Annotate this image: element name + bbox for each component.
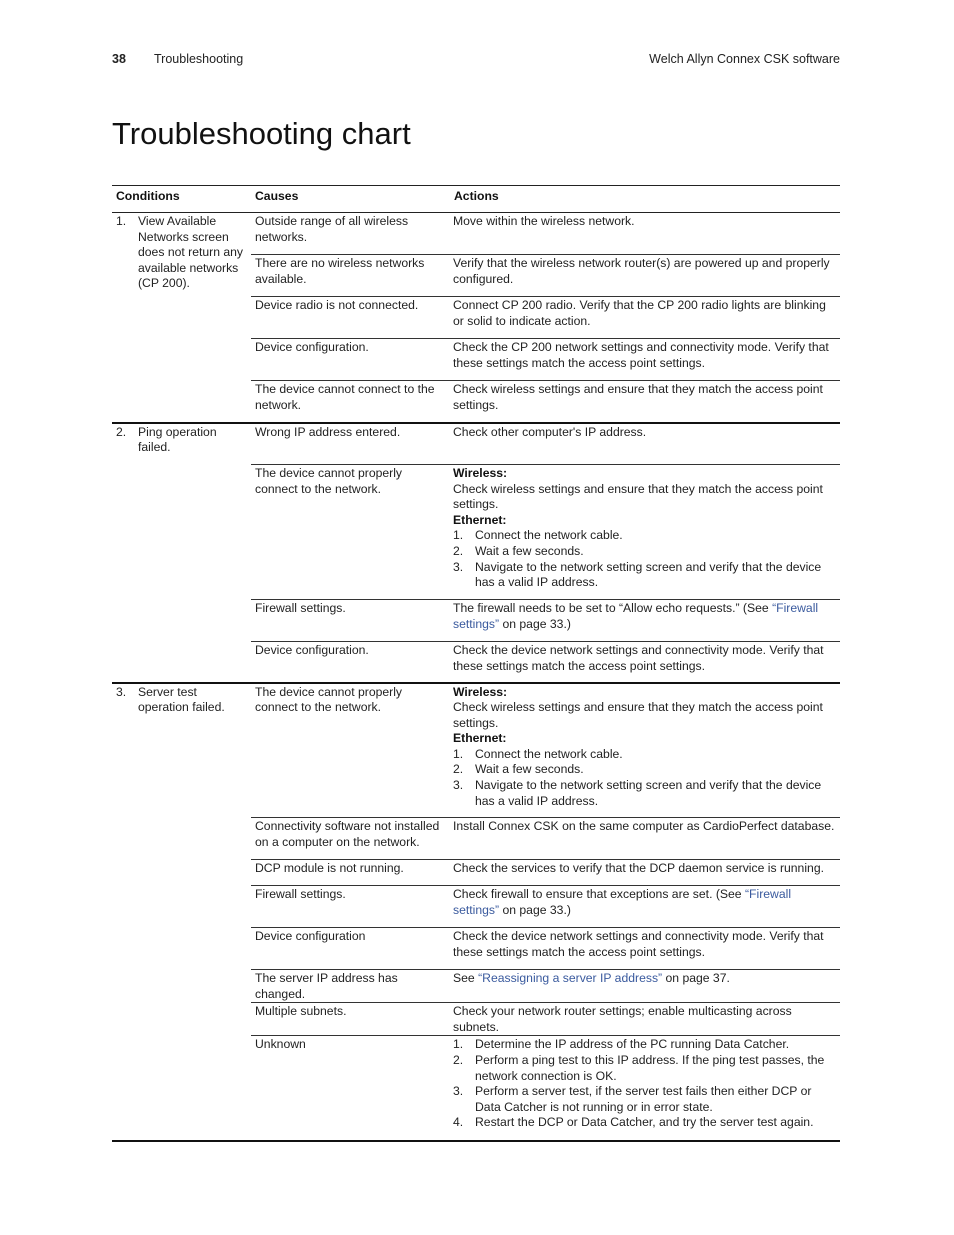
cause-cell: Multiple subnets.	[251, 1003, 449, 1036]
condition-cell	[112, 423, 251, 683]
table-row	[112, 213, 840, 255]
cause-cell: Unknown	[251, 1036, 449, 1141]
running-header	[112, 52, 840, 70]
condition-text: View Available Networks screen does not return any available networks (CP 200).	[138, 214, 244, 291]
action-cell: Verify that the wireless network router(s) are powered up and properly configured.	[449, 255, 840, 297]
page-number: 38	[112, 52, 126, 66]
column-header-causes: Causes	[251, 186, 449, 213]
ethernet-steps	[453, 528, 836, 590]
action-cell: Install Connex CSK on the same computer as CardioPerfect database.	[449, 818, 840, 860]
list-item: 2. Wait a few seconds.	[453, 762, 584, 777]
action-cell: The firewall needs to be set to “Allow echo requests.” (See “Firewall settings” on page 33.)	[449, 600, 840, 642]
action-cell: Check firewall to ensure that exceptions are set. (See “Firewall settings” on page 33.)	[449, 886, 840, 928]
action-cell	[449, 1036, 840, 1141]
cause-cell: DCP module is not running.	[251, 860, 449, 886]
cause-cell: Device configuration	[251, 928, 449, 970]
condition-text: Server test operation failed.	[138, 684, 225, 715]
condition-number: 3.	[116, 684, 127, 699]
reassigning-server-ip-link[interactable]: “Reassigning a server IP address”	[478, 971, 663, 985]
table-row	[112, 423, 840, 465]
list-item: 2. Perform a ping test to this IP address. If the ping test passes, the network connection is OK.	[453, 1052, 825, 1083]
action-cell: Move within the wireless network.	[453, 214, 635, 228]
list-item: 3. Navigate to the network setting screen and verify that the device has a valid IP address.	[453, 559, 822, 590]
troubleshooting-table	[112, 185, 840, 1142]
action-cell: See “Reassigning a server IP address” on page 37.	[449, 970, 840, 1003]
ethernet-heading: Ethernet:	[453, 731, 507, 746]
table-header	[112, 186, 840, 213]
product-name: Welch Allyn Connex CSK software	[649, 52, 840, 66]
cause-cell: The device cannot connect to the network.	[251, 381, 449, 423]
section-name: Troubleshooting	[154, 52, 244, 66]
condition-number: 1.	[116, 214, 127, 228]
action-cell: Check the services to verify that the DCP daemon service is running.	[449, 860, 840, 886]
cause-cell: Connectivity software not installed on a computer on the network.	[251, 818, 449, 860]
ethernet-steps	[453, 747, 836, 809]
list-item: 3. Navigate to the network setting screen and verify that the device has a valid IP address.	[453, 778, 822, 808]
condition-group-2	[112, 423, 840, 683]
action-cell: Check your network router settings; enable multicasting across subnets.	[449, 1003, 840, 1036]
list-item: 2. Wait a few seconds.	[453, 543, 584, 558]
cause-cell: Outside range of all wireless networks.	[255, 214, 409, 244]
list-item: 1. Connect the network cable.	[453, 528, 623, 543]
action-cell	[449, 683, 840, 818]
unknown-steps	[453, 1037, 836, 1131]
wireless-text: Check wireless settings and ensure that they match the access point settings.	[453, 700, 823, 730]
column-header-actions: Actions	[449, 186, 840, 213]
action-cell: Check wireless settings and ensure that they match the access point settings.	[449, 381, 840, 423]
cause-cell: Device configuration.	[251, 339, 449, 381]
firewall-settings-link[interactable]: “Firewall settings”	[453, 887, 792, 917]
column-header-conditions: Conditions	[112, 186, 251, 213]
action-cell: Connect CP 200 radio. Verify that the CP 200 radio lights are blinking or solid to indicate action.	[449, 297, 840, 339]
cause-cell: Device radio is not connected.	[251, 297, 449, 339]
condition-cell	[112, 213, 251, 423]
list-item: 3. Perform a server test, if the server test fails then either DCP or Data Catcher is not running or in error state.	[453, 1084, 812, 1114]
action-cell: Check the device network settings and connectivity mode. Verify that these settings match the access point settings.	[449, 642, 840, 683]
wireless-text: Check wireless settings and ensure that they match the access point settings.	[453, 481, 823, 512]
cause-cell: The server IP address has changed.	[251, 970, 449, 1003]
cause-cell: There are no wireless networks available.	[251, 255, 449, 297]
action-cell: Check other computer's IP address.	[453, 424, 647, 439]
action-cell	[449, 465, 840, 600]
cause-cell: The device cannot properly connect to the network.	[251, 465, 449, 600]
action-cell: Check the CP 200 network settings and connectivity mode. Verify that these settings match the access point settings.	[449, 339, 840, 381]
action-cell: Check the device network settings and connectivity mode. Verify that these settings match the access point settings.	[449, 928, 840, 970]
list-item: 4. Restart the DCP or Data Catcher, and try the server test again.	[453, 1115, 814, 1130]
cause-cell: Wrong IP address entered.	[255, 424, 401, 439]
cause-cell: Device configuration.	[251, 642, 449, 683]
condition-number: 2.	[116, 424, 127, 439]
table-row	[112, 683, 840, 818]
condition-group-3	[112, 683, 840, 1141]
condition-text: Ping operation failed.	[138, 424, 217, 455]
firewall-settings-link[interactable]: “Firewall settings”	[453, 601, 819, 631]
list-item: 1. Determine the IP address of the PC running Data Catcher.	[453, 1037, 790, 1052]
list-item: 1. Connect the network cable.	[453, 746, 623, 761]
page-title: Troubleshooting chart	[112, 116, 411, 151]
cause-cell: Firewall settings.	[251, 886, 449, 928]
cause-cell: The device cannot properly connect to the network.	[255, 684, 403, 715]
wireless-heading: Wireless:	[453, 466, 508, 480]
condition-group-1	[112, 213, 840, 423]
cause-cell: Firewall settings.	[251, 600, 449, 642]
condition-cell	[112, 683, 251, 1141]
ethernet-heading: Ethernet:	[453, 512, 507, 527]
wireless-heading: Wireless:	[453, 684, 508, 699]
